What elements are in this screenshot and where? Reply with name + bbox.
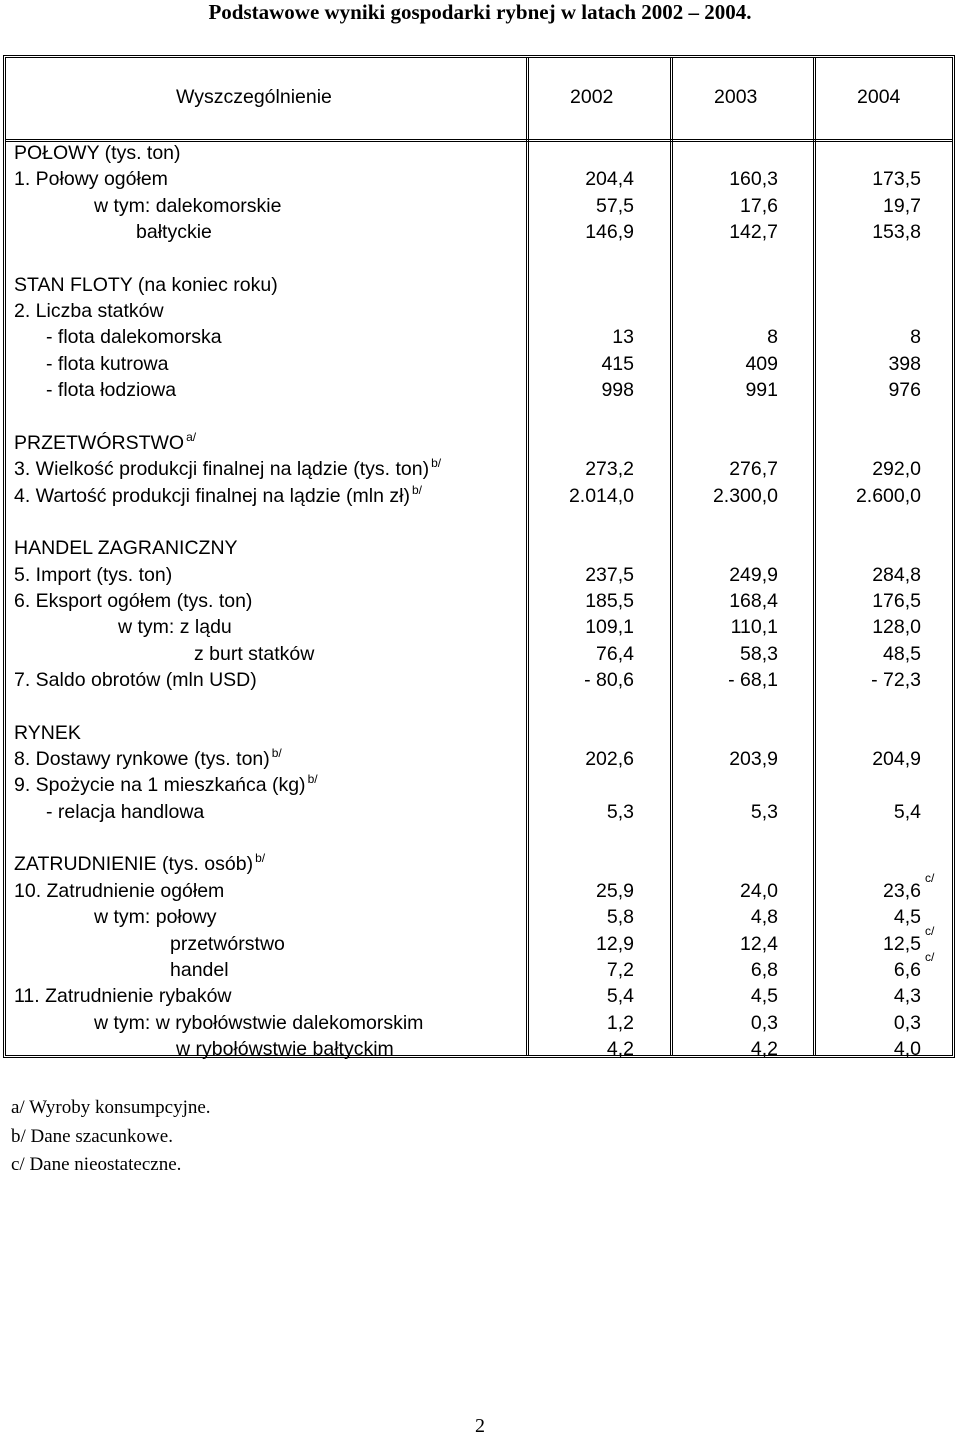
table-row — [6, 377, 952, 403]
table-row — [6, 904, 952, 930]
row-label — [14, 456, 441, 482]
value-cell-2003: 8 — [767, 326, 778, 349]
footnote-marker: c/ — [925, 923, 935, 938]
row-label-text: RYNEK — [14, 721, 81, 744]
page-title: Podstawowe wyniki gospodarki rybnej w latach 2002 – 2004. — [208, 0, 752, 24]
row-label — [118, 614, 232, 640]
row-label — [46, 377, 176, 403]
row-label-text: w tym: połowy — [94, 906, 217, 929]
row-label — [46, 324, 222, 350]
table-row — [6, 483, 952, 509]
footnote-marker: b/ — [307, 772, 318, 787]
value-cell-2003: 4,8 — [750, 906, 778, 929]
row-label — [14, 483, 422, 509]
row-label-text: 4. Wartość produkcji finalnej na lądzie (mln zł) — [14, 484, 410, 507]
value-cell-2002: 12,9 — [596, 932, 634, 955]
table-row — [6, 825, 952, 851]
value-cell-2002: 237,5 — [585, 563, 634, 586]
row-label — [14, 878, 224, 904]
value-cell-2002: 109,1 — [585, 616, 634, 639]
row-label-text: handel — [170, 958, 229, 981]
row-label-text: 10. Zatrudnienie ogółem — [14, 879, 225, 902]
table-row — [6, 667, 952, 693]
value-cell-2003: 17,6 — [740, 194, 778, 217]
row-label-text: HANDEL ZAGRANICZNY — [14, 537, 238, 560]
footnote-marker: a/ — [186, 429, 197, 444]
value-cell-2002: 2.014,0 — [568, 484, 634, 507]
row-label — [176, 1036, 394, 1062]
row-label-text: 7. Saldo obrotów (mln USD) — [14, 669, 257, 691]
table-row — [6, 272, 952, 298]
value-cell-2002: 204,4 — [585, 168, 634, 191]
table-row — [6, 324, 952, 350]
value-cell-2004: 398 — [888, 352, 921, 375]
value-cell-2002: 273,2 — [585, 458, 634, 481]
value-cell-2004: 128,0 — [872, 616, 921, 639]
table-row — [6, 588, 952, 614]
row-label-text: - flota łodziowa — [46, 379, 177, 402]
value-cell-2003: 58,3 — [740, 642, 778, 665]
table-row — [6, 166, 952, 192]
value-cell-2003: 203,9 — [729, 748, 778, 771]
row-label — [94, 193, 281, 219]
value-cell-2004: 48,5 — [883, 642, 921, 665]
value-cell-2004: 0,3 — [893, 1011, 921, 1034]
row-label-text: bałtyckie — [136, 221, 212, 244]
table-row — [6, 851, 952, 877]
table-row — [6, 298, 952, 324]
row-label — [46, 799, 204, 825]
header-year-2004: 2004 — [857, 86, 901, 108]
row-label-text: 3. Wielkość produkcji finalnej na lądzie (tys. ton) — [14, 458, 430, 481]
value-cell-2004: 8 — [910, 326, 921, 349]
row-label — [14, 588, 252, 614]
table-row — [6, 404, 952, 430]
table-row — [6, 693, 952, 719]
value-cell-2004: 204,9 — [872, 748, 921, 771]
value-cell-2004: 153,8 — [872, 221, 921, 244]
row-label — [14, 430, 196, 456]
table-row — [6, 245, 952, 271]
value-cell-2004: 176,5 — [872, 589, 921, 612]
table-row — [6, 870, 952, 904]
value-cell-2003: 2.300,0 — [712, 484, 778, 507]
value-cell-2004: 4,0 — [893, 1037, 921, 1060]
value-cell-2003: 4,2 — [750, 1037, 778, 1060]
value-cell-2004: 6,6 — [893, 958, 921, 981]
footnote-marker: b/ — [271, 746, 282, 761]
value-cell-2002: 76,4 — [596, 642, 634, 665]
value-cell-2002: - 80,6 — [584, 669, 634, 691]
table-row — [6, 193, 952, 219]
table-row — [6, 983, 952, 1009]
row-label — [170, 957, 229, 983]
row-label-text: w rybołówstwie bałtyckim — [176, 1037, 394, 1060]
value-cell-2003: 0,3 — [750, 1011, 778, 1034]
value-cell-2004: 19,7 — [883, 194, 921, 217]
row-label — [94, 1010, 423, 1036]
value-cell-2002: 5,8 — [606, 906, 634, 929]
table-row — [6, 1010, 952, 1036]
row-label — [14, 272, 278, 298]
row-label — [94, 904, 216, 930]
value-cell-2003: 5,3 — [750, 800, 778, 823]
footnote-marker: b/ — [431, 456, 442, 471]
row-label-text: w tym: dalekomorskie — [94, 194, 282, 217]
footnote-marker: b/ — [411, 482, 422, 497]
table-row — [6, 351, 952, 377]
row-label-text: STAN FLOTY (na koniec roku) — [14, 273, 278, 296]
row-label-text: ZATRUDNIENIE (tys. osób) — [14, 853, 254, 876]
value-cell-2003: 249,9 — [729, 563, 778, 586]
value-cell-2004: 292,0 — [872, 458, 921, 481]
row-label — [14, 746, 282, 772]
value-cell-2002: 415 — [601, 352, 634, 375]
value-cell-2003: 160,3 — [729, 168, 778, 191]
value-cell-2003: 110,1 — [730, 616, 778, 639]
row-label-text: - relacja handlowa — [46, 800, 205, 823]
footnotes — [11, 1094, 211, 1180]
row-label-text: 1. Połowy ogółem — [14, 168, 168, 191]
table-row — [6, 923, 952, 957]
footnote-marker: c/ — [925, 870, 935, 885]
row-label — [14, 983, 232, 1009]
row-label — [14, 298, 164, 324]
header-year-2002: 2002 — [570, 86, 614, 108]
row-label-text: z burt statków — [194, 642, 315, 665]
row-label-text: w tym: z lądu — [118, 616, 232, 639]
value-cell-2003: 4,5 — [750, 985, 778, 1008]
table-row — [6, 562, 952, 588]
header-label: Wyszczególnienie — [176, 86, 332, 108]
value-cell-2002: 4,2 — [606, 1037, 634, 1060]
value-cell-2004: 23,6 — [883, 879, 921, 902]
row-label — [14, 535, 238, 561]
row-label — [14, 720, 81, 746]
footnote: b/ Dane szacunkowe. — [11, 1125, 173, 1147]
value-cell-2002: 57,5 — [596, 194, 634, 217]
value-cell-2002: 202,6 — [585, 748, 634, 771]
page-number: 2 — [475, 1415, 485, 1437]
row-label — [14, 851, 265, 877]
value-cell-2002: 998 — [601, 379, 634, 402]
table-row — [6, 140, 952, 166]
row-label-text: przetwórstwo — [170, 932, 285, 955]
row-label-text: - flota dalekomorska — [46, 326, 222, 349]
footnote: c/ Dane nieostateczne. — [11, 1154, 182, 1175]
value-cell-2004: - 72,3 — [871, 669, 921, 691]
footnote: a/ Wyroby konsumpcyjne. — [11, 1097, 211, 1118]
row-label-text: PRZETWÓRSTWO — [14, 431, 185, 454]
table-row — [6, 535, 952, 561]
table-row — [6, 641, 952, 667]
table-row — [6, 949, 952, 983]
value-cell-2002: 146,9 — [585, 221, 634, 244]
row-label — [46, 351, 168, 377]
value-cell-2004: 5,4 — [893, 800, 921, 823]
row-label-text: w tym: w rybołówstwie dalekomorskim — [94, 1011, 424, 1034]
value-cell-2004: 284,8 — [872, 563, 921, 586]
row-label-text: 8. Dostawy rynkowe (tys. ton) — [14, 748, 270, 771]
table-row — [6, 1036, 952, 1062]
table-row — [6, 799, 952, 825]
row-label-text: 5. Import (tys. ton) — [14, 563, 173, 586]
row-label-text: POŁOWY (tys. ton) — [14, 142, 181, 164]
value-cell-2004: 12,5 — [883, 932, 921, 955]
row-label-text: 9. Spożycie na 1 mieszkańca (kg) — [14, 774, 306, 797]
table-row — [6, 456, 952, 482]
value-cell-2003: 276,7 — [729, 458, 778, 481]
value-cell-2003: - 68,1 — [728, 669, 778, 691]
value-cell-2002: 5,3 — [606, 800, 634, 823]
value-cell-2002: 7,2 — [606, 958, 634, 981]
table-row — [6, 614, 952, 640]
data-table — [3, 55, 955, 1058]
table-row — [6, 720, 952, 746]
value-cell-2002: 13 — [612, 326, 634, 349]
value-cell-2003: 24,0 — [740, 879, 778, 902]
header-year-2003: 2003 — [714, 86, 758, 108]
value-cell-2003: 168,4 — [729, 589, 778, 612]
table-row — [6, 219, 952, 245]
value-cell-2004: 4,3 — [893, 985, 921, 1008]
row-label — [14, 667, 257, 693]
table-row — [6, 772, 952, 798]
value-cell-2003: 409 — [745, 352, 778, 375]
table-row — [6, 430, 952, 456]
row-label — [14, 166, 168, 192]
row-label — [136, 219, 212, 245]
row-label — [194, 641, 314, 667]
row-label — [14, 140, 181, 166]
value-cell-2003: 142,7 — [729, 221, 778, 244]
value-cell-2003: 12,4 — [740, 932, 778, 955]
row-label-text: - flota kutrowa — [46, 352, 169, 375]
table-row — [6, 746, 952, 772]
value-cell-2002: 185,5 — [585, 589, 634, 612]
value-cell-2004: 2.600,0 — [855, 484, 921, 507]
value-cell-2003: 6,8 — [750, 958, 778, 981]
footnote-marker: c/ — [925, 949, 935, 964]
row-label — [170, 931, 285, 957]
footnote-marker: b/ — [255, 851, 266, 866]
value-cell-2002: 25,9 — [596, 879, 634, 902]
table-row — [6, 509, 952, 535]
value-cell-2004: 976 — [888, 379, 921, 402]
value-cell-2003: 991 — [745, 379, 778, 402]
row-label-text: 2. Liczba statków — [14, 300, 164, 323]
value-cell-2004: 173,5 — [872, 168, 921, 191]
value-cell-2002: 1,2 — [606, 1011, 634, 1034]
row-label — [14, 772, 318, 798]
value-cell-2004: 4,5 — [893, 906, 921, 929]
row-label — [14, 562, 172, 588]
row-label-text: 11. Zatrudnienie rybaków — [14, 985, 232, 1008]
value-cell-2002: 5,4 — [606, 985, 634, 1008]
row-label-text: 6. Eksport ogółem (tys. ton) — [14, 589, 253, 612]
